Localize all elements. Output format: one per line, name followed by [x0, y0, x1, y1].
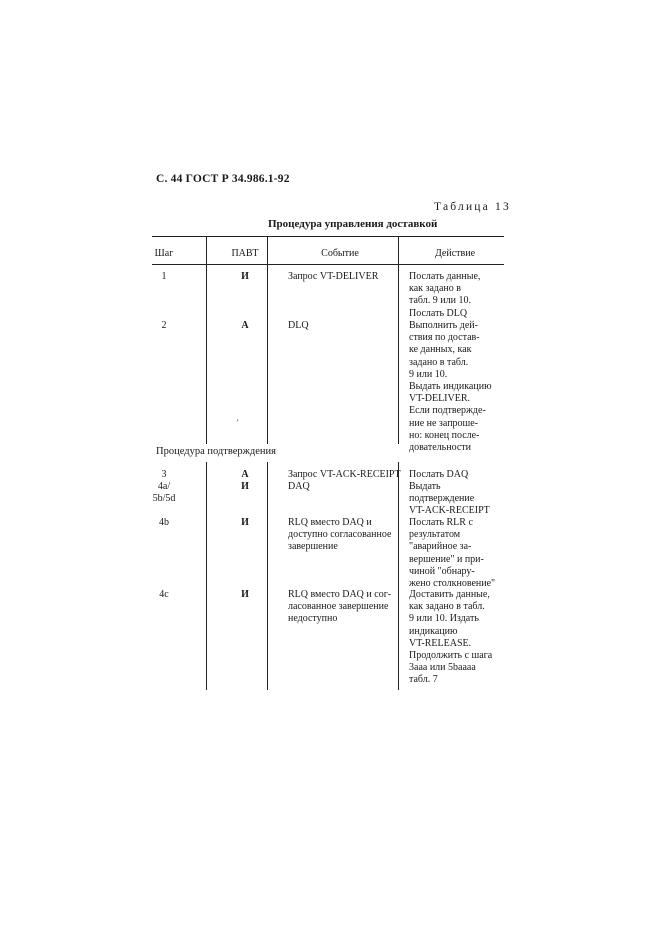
row-4b-step-line: 4b [159, 517, 169, 528]
row-4c-action-line: табл. 7 [409, 674, 438, 686]
row-4a-event-line: DAQ [288, 481, 310, 492]
row-2-event [288, 320, 396, 332]
row-2-action-line: 9 или 10. [409, 368, 448, 380]
row-4c-action [409, 589, 505, 687]
row-4a-action-line: подтверждение [409, 493, 475, 505]
row-4b-action-line: "аварийное за- [409, 541, 472, 553]
row-4c-action-line: Доставить данные, [409, 589, 490, 600]
row-1-action-line: Послать данные, [409, 271, 481, 282]
row-2-action [409, 320, 505, 454]
row-1-action-line: как задано в [409, 283, 461, 295]
row-4a-step [150, 481, 178, 505]
row-4b-event-line: завершение [288, 541, 338, 553]
row-4c-action-line: индикацию [409, 625, 458, 637]
row-2-action-line: но: конец после- [409, 429, 480, 441]
row-1-step: 1 [161, 271, 167, 282]
row-4b-pavt: И [241, 517, 249, 528]
row-4b-event-line: RLQ вместо DAQ и [288, 517, 372, 528]
row-3-action [409, 469, 505, 481]
row-2-action-line: ствия по достав- [409, 332, 480, 344]
column-divider-1 [206, 236, 207, 444]
row-4c-pavt: И [241, 589, 249, 600]
row-3-action-line: Послать DAQ [409, 469, 469, 480]
row-4a-step-line: 5b/5d [152, 493, 176, 505]
row-4c-action-line: Продолжить с шага [409, 650, 493, 662]
table-number-label: Таблица 13 [434, 201, 511, 213]
table-title: Процедура управления доставкой [268, 218, 438, 230]
row-1-action [409, 271, 505, 320]
row-4c-action-line: как задано в табл. [409, 601, 485, 613]
row-3-step-line: 3 [161, 469, 167, 480]
row-4b-action-line: результатом [409, 529, 461, 541]
section-label: Процедура подтверждения [156, 446, 276, 457]
row-2-action-line: ние не запроше- [409, 417, 479, 429]
row-4b-action-line: чиной "обнару- [409, 565, 475, 577]
column-header-event: Событие [321, 248, 359, 259]
stray-mark: ' [237, 418, 239, 427]
row-2-pavt: А [241, 320, 249, 331]
row-2-action-line: Если подтвержде- [409, 405, 486, 417]
column-divider-3 [398, 236, 399, 444]
page-header: С. 44 ГОСТ Р 34.986.1-92 [156, 173, 290, 185]
row-2-event-line: DLQ [288, 320, 309, 331]
column-divider-2 [267, 462, 268, 690]
row-4b-action [409, 517, 505, 590]
row-2-action-line: Выполнить дей- [409, 320, 478, 331]
column-header-step: Шаг [154, 248, 174, 259]
row-1-action-line: Послать DLQ [409, 307, 468, 319]
row-4a-pavt: И [241, 481, 249, 492]
row-3-event [288, 469, 401, 481]
row-2-step: 2 [161, 320, 167, 331]
row-4c-event-line: недоступно [288, 613, 338, 625]
row-4b-action-line: жено столкновение" [409, 578, 496, 590]
row-4c-action-line: 3aaa или 5baaaa [409, 662, 476, 674]
row-4c-action-line: 9 или 10. Издать [409, 613, 479, 625]
row-1-event [288, 271, 396, 283]
row-2-action-line: ке данных, как [409, 344, 472, 356]
column-divider-3 [398, 462, 399, 690]
row-4a-event [288, 481, 396, 493]
row-4c-event-line: ласованное завершение [288, 601, 389, 613]
header-bottom-rule [152, 264, 504, 265]
row-4c-action-line: VT-RELEASE. [409, 637, 472, 649]
row-4b-event-line: доступно согласованное [288, 529, 392, 541]
row-4c-event [288, 589, 396, 626]
row-2-action-line: задано в табл. [409, 356, 469, 368]
table-top-rule [152, 236, 504, 237]
column-header-action: Действие [434, 248, 476, 259]
row-4c-step-line: 4c [159, 589, 169, 600]
column-header-pavt: ПАВТ [231, 248, 259, 259]
column-divider-2 [267, 236, 268, 444]
row-3-event-line: Запрос VT-ACK-RECEIPT [288, 469, 401, 480]
row-2-action-line: Выдать индикацию [409, 381, 492, 393]
row-2-action-line: VT-DELIVER. [409, 393, 471, 405]
row-2-action-line: довательности [409, 442, 471, 454]
row-4b-event [288, 517, 396, 554]
row-4a-step-line: 4a/ [157, 481, 171, 492]
row-4b-action-line: вершение" и при- [409, 553, 484, 565]
row-3-pavt: А [241, 469, 249, 480]
row-4c-event-line: RLQ вместо DAQ и сог- [288, 589, 392, 600]
row-1-event-line: Запрос VT-DELIVER [288, 271, 379, 282]
row-4c-step [150, 589, 178, 601]
row-4a-action-line: Выдать [409, 481, 441, 492]
row-4a-action-line: VT-ACK-RECEIPT [409, 505, 490, 517]
row-3-step [150, 469, 178, 481]
column-divider-1 [206, 462, 207, 690]
row-1-pavt: И [241, 271, 249, 282]
row-4b-action-line: Послать RLR с [409, 517, 473, 528]
row-4a-action [409, 481, 505, 518]
row-1-action-line: табл. 9 или 10. [409, 295, 471, 307]
row-4b-step [150, 517, 178, 529]
